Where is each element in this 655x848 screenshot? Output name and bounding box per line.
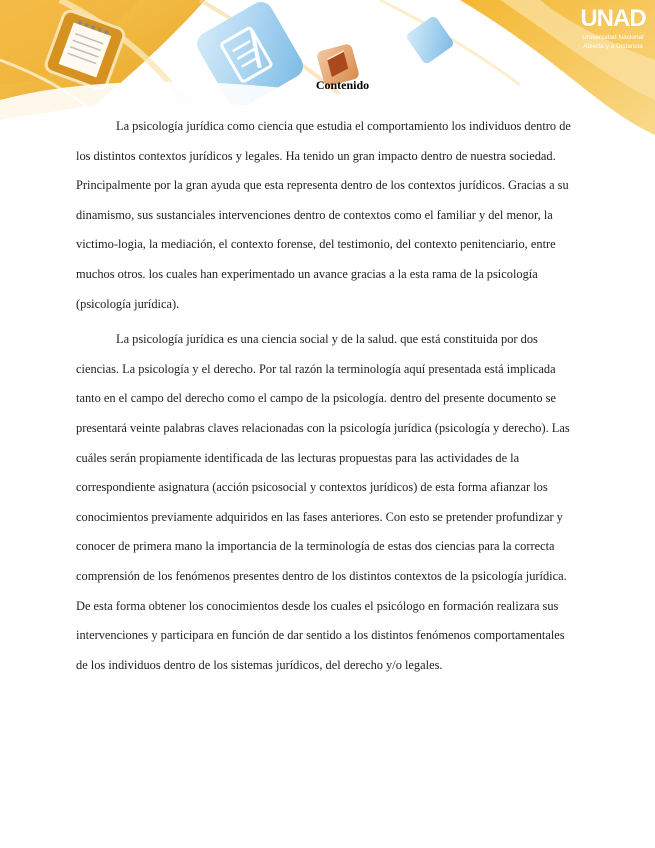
document-title: Contenido <box>315 78 370 92</box>
blue-diamond-icon <box>405 15 455 65</box>
logo-subtitle-line1: Universidad Nacional <box>582 34 644 41</box>
paragraph-1: La psicología jurídica como ciencia que estudia el comportamiento los individuos dentro de los distintos contextos jurídicos y legales. Ha tenido un gran impacto dentro de nuestra sociedad. Principalmente por la gran ayuda que esta representa dentro de los contextos jurídicos. Gracias a su dinamismo, sus sustanciales intervenciones dentro de contextos como el familiar y del menor, la victimo-logia, la mediación, el contexto forense, del testimonio, del contexto penitenciario, entre muchos otros. los cuales han experimentado un avance gracias a la esta rama de la psicología (psicología jurídica). <box>76 119 571 311</box>
paragraph-2: La psicología jurídica es una ciencia social y de la salud. que está constituida por dos ciencias. La psicología y el derecho. Por tal razón la terminología aquí presentada está implicada tanto en el campo del derecho como el campo de la psicología. dentro del presente documento se presentará veinte palabras claves relacionadas con la psicología jurídica (psicología y derecho). Las cuáles serán propiamente identificada de las lecturas propuestas para las actividades de la correspondiente asignatura (acción psicosocial y contextos jurídicos) de esta forma afianzar los conocimientos previamente adquiridos en las fases anteriores. Con esto se pretender profundizar y conocer de primera mano la importancia de la terminología de estas dos ciencias para la correcta comprensión de los fenómenos presentes dentro de los distintos contextos de la psicología jurídica. De esta forma obtener los conocimientos desde los cuales el psicólogo en formación realizara sus intervenciones y participara en función de dar sentido a los distintos fenómenos comportamentales de los individuos dentro de los sistemas jurídicos, del derecho y/o legales. <box>76 332 570 672</box>
unad-logo <box>577 6 649 58</box>
document-body <box>76 112 576 680</box>
logo-subtitle-line2: Abierta y a Distancia <box>583 43 643 50</box>
logo-text: UNAD <box>580 5 646 32</box>
